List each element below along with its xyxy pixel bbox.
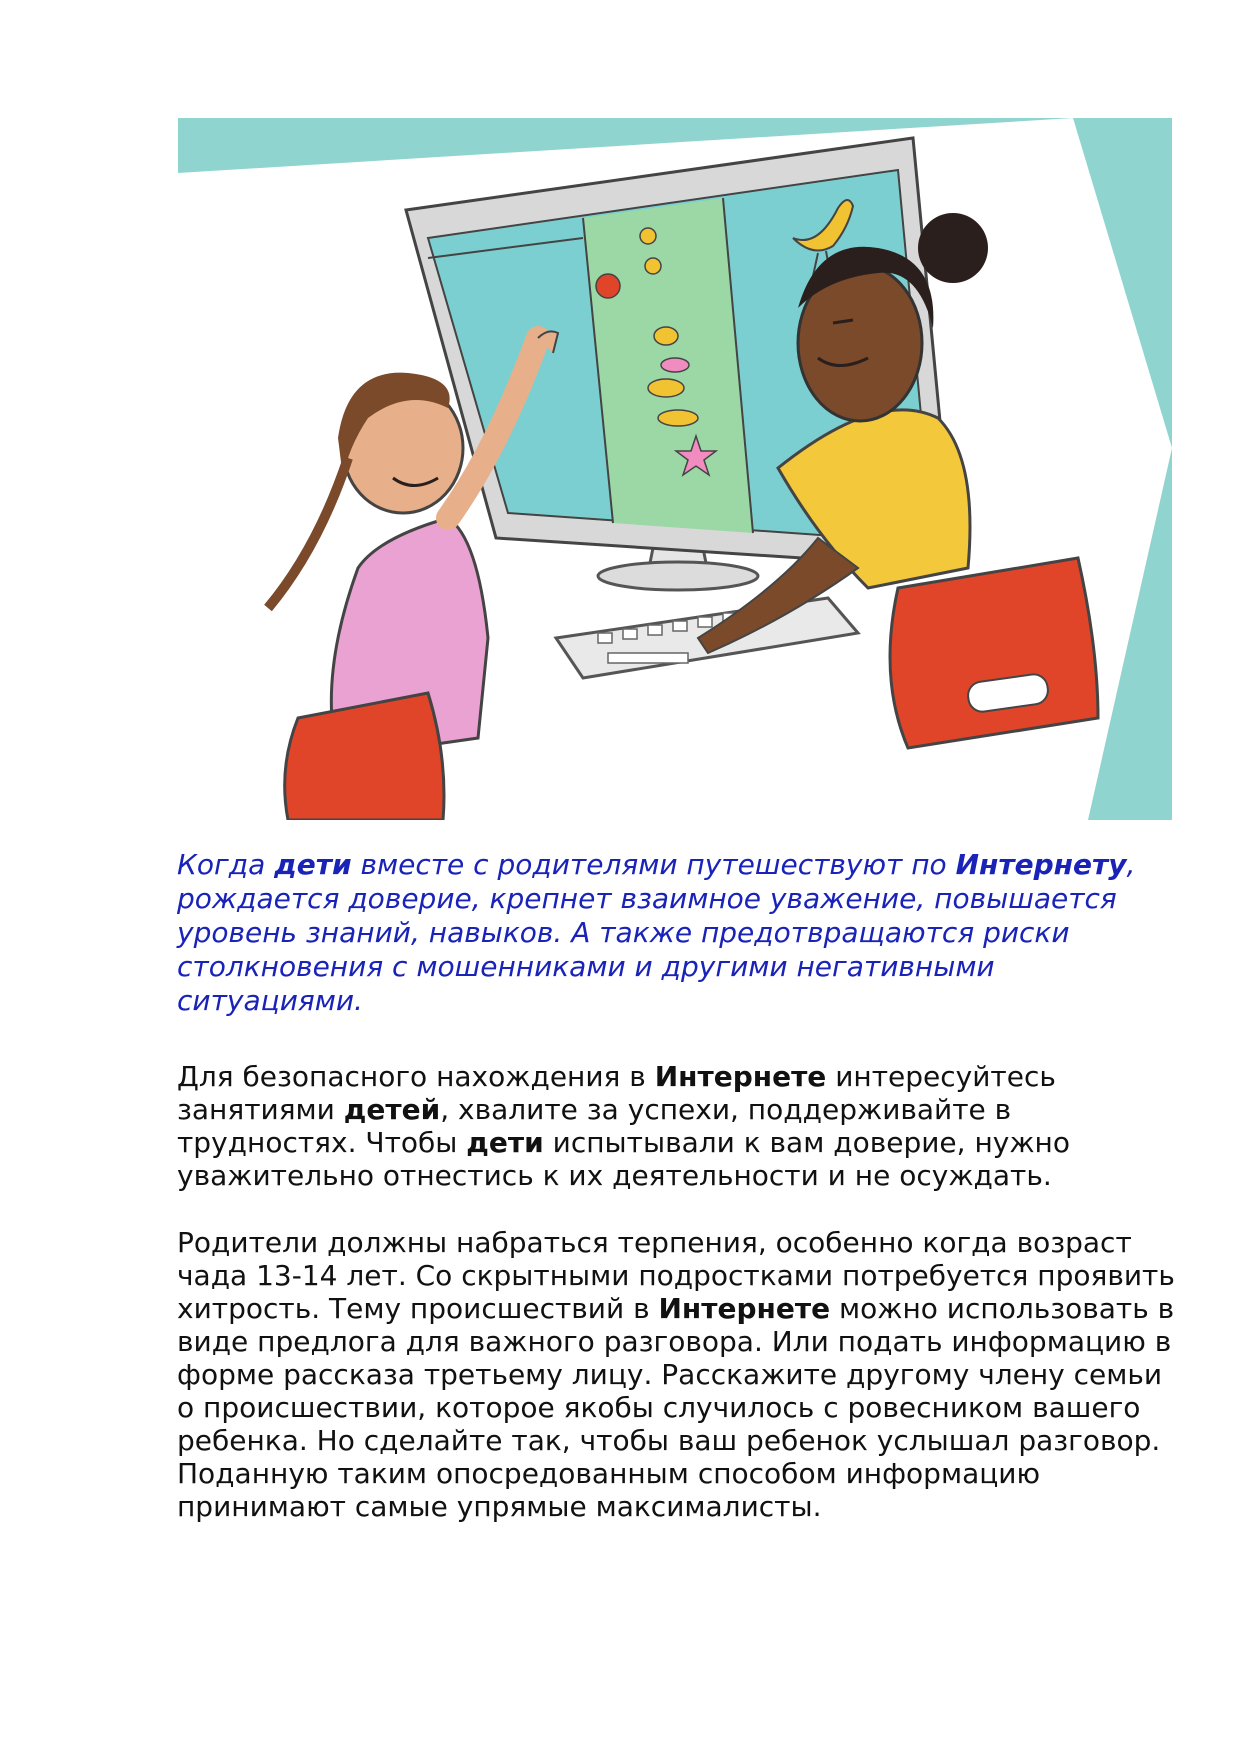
para1-bold-children-gen: детей	[343, 1093, 441, 1126]
para1-bold-internet: Интернете	[654, 1060, 827, 1093]
para2-bold-internet: Интернете	[658, 1292, 831, 1325]
para1-text-2: интересуйтесь занятиями	[177, 1060, 1056, 1126]
lead-bold-internet: Интернету	[955, 848, 1127, 881]
illustration-svg	[178, 118, 1172, 820]
right-chair	[890, 558, 1098, 748]
para1-text-3: , хвалите за успехи, поддерживайте в трудностях. Чтобы	[177, 1093, 1012, 1159]
lead-text-3: , рождается доверие, крепнет взаимное уважение, повышается уровень знаний, навыков. А также предотвращаются риски столкновения с мошенниками и другими негативными ситуациями.	[177, 848, 1136, 1017]
para1-bold-children: дети	[466, 1126, 544, 1159]
lead-text-2: вместе с родителями путешествуют по	[351, 848, 956, 881]
paragraph-teenagers	[177, 1226, 1177, 1523]
para2-text-2: можно использовать в виде предлога для важного разговора. Или подать информацию в форме рассказа третьему лицу. Расскажите другому члену семьи о происшествии, которое якобы случилось с ровесником вашего ребенка. Но сделайте так, чтобы ваш ребенок услышал разговор. Поданную таким опосредованным способом информацию принимают самые упрямые максималисты.	[177, 1292, 1175, 1523]
lead-paragraph	[177, 848, 1157, 1018]
lead-bold-children: дети	[274, 848, 352, 881]
para1-text-4: испытывали к вам доверие, нужно уважительно отнестись к их деятельности и не осуждать.	[177, 1126, 1070, 1192]
para2-text-1: Родители должны набраться терпения, особенно когда возраст чада 13-14 лет. Со скрытными подростками потребуется проявить хитрость. Тему происшествий в	[177, 1226, 1175, 1325]
lead-text-1: Когда	[177, 848, 275, 881]
children-at-computer-illustration	[178, 118, 1172, 820]
para1-text-1: Для безопасного нахождения в	[177, 1060, 655, 1093]
paragraph-safety	[177, 1060, 1177, 1192]
